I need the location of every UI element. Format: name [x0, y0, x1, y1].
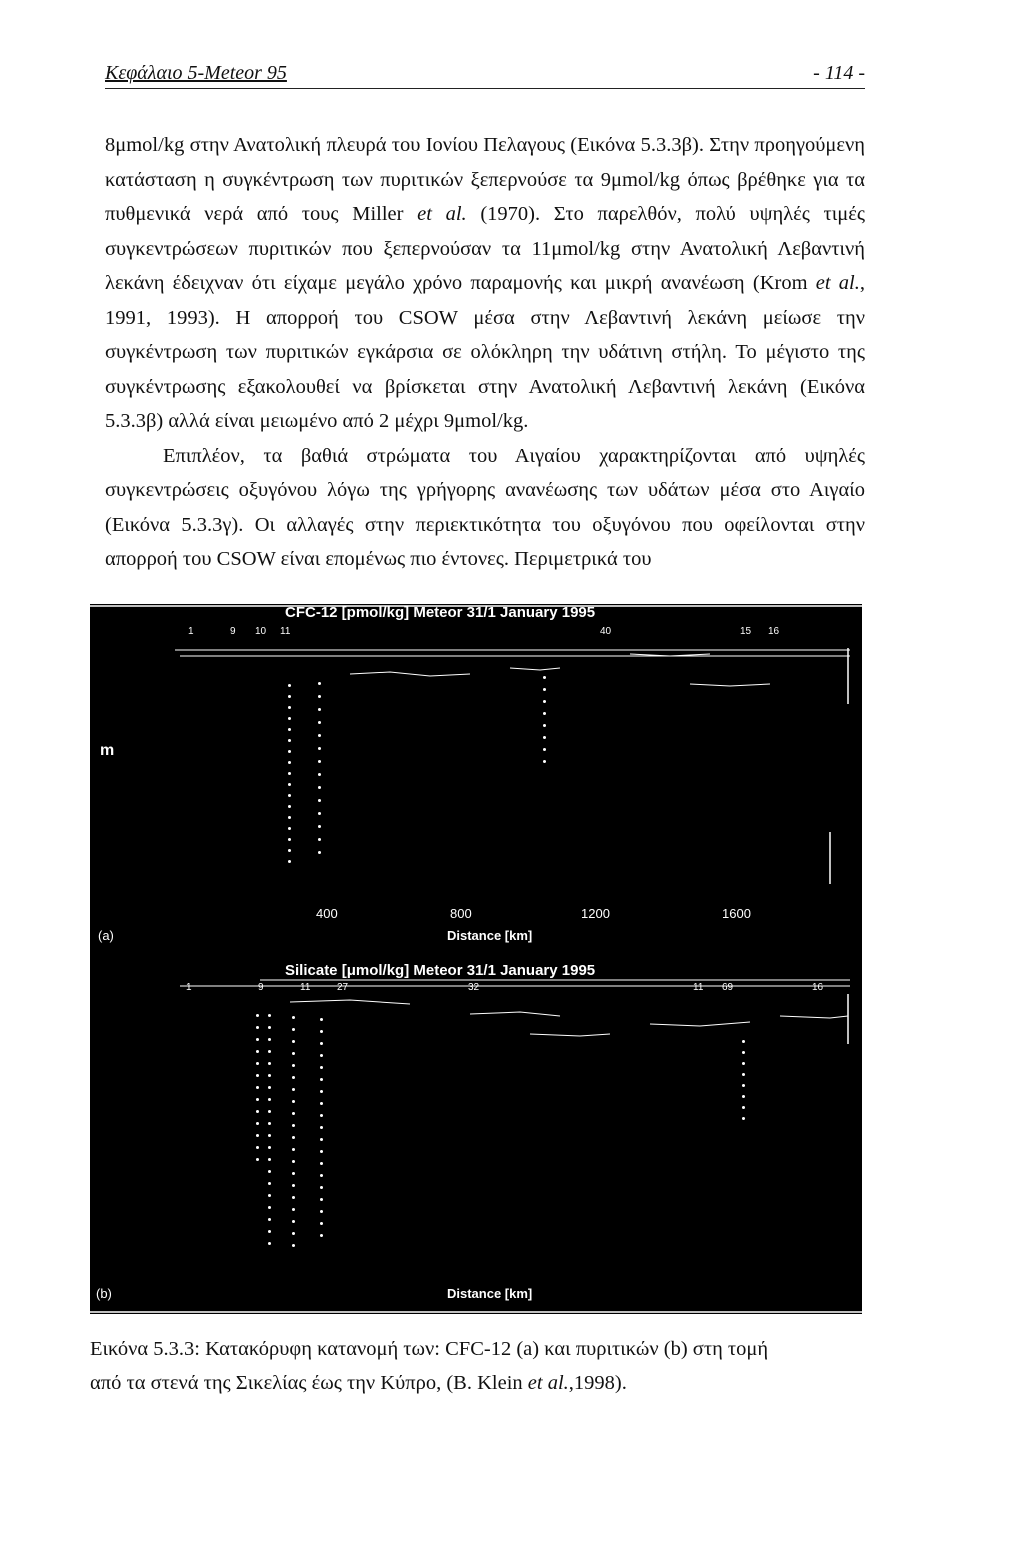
sample-dot: [318, 773, 321, 776]
sample-dot: [742, 1073, 745, 1076]
sample-dot: [320, 1114, 323, 1117]
figure-caption: [90, 1332, 865, 1400]
sample-dot: [256, 1050, 259, 1053]
sample-dot: [318, 825, 321, 828]
sample-dot: [543, 748, 546, 751]
sample-dot: [268, 1074, 271, 1077]
sample-dot: [742, 1062, 745, 1065]
sample-dot: [320, 1222, 323, 1225]
sample-dot: [256, 1074, 259, 1077]
panel-a-tag: (a): [98, 928, 114, 943]
panel-a-xtick: 1600: [722, 906, 751, 921]
sample-dot: [543, 760, 546, 763]
sample-dot: [292, 1172, 295, 1175]
sample-dot: [268, 1242, 271, 1245]
sample-dot: [292, 1160, 295, 1163]
panel-b-station: 32: [468, 982, 480, 993]
sample-dot: [318, 838, 321, 841]
sample-dot: [268, 1170, 271, 1173]
sample-dot: [292, 1064, 295, 1067]
chapter-title: Κεφάλαιο 5-Meteor 95: [105, 62, 287, 84]
sample-dot: [288, 761, 291, 764]
panel-a-station: 40: [600, 626, 612, 637]
sample-dot: [288, 838, 291, 841]
sample-dot: [292, 1076, 295, 1079]
sample-dot: [256, 1146, 259, 1149]
sample-dot: [320, 1102, 323, 1105]
sample-dot: [320, 1078, 323, 1081]
caption-line-2: από τα στενά της Σικελίας έως την Κύπρο, (B. Klein et al.,1998).: [90, 1372, 627, 1394]
sample-dot: [320, 1066, 323, 1069]
panel-b-station: 11: [300, 982, 311, 993]
page-header: [105, 62, 865, 89]
sample-dot: [288, 849, 291, 852]
sample-dot: [320, 1042, 323, 1045]
sample-dot: [288, 717, 291, 720]
sample-dot: [318, 812, 321, 815]
sample-dot: [292, 1124, 295, 1127]
sample-dot: [256, 1062, 259, 1065]
panel-b-station: 69: [722, 982, 734, 993]
sample-dot: [288, 695, 291, 698]
sample-dot: [288, 772, 291, 775]
sample-dot: [543, 724, 546, 727]
sample-dot: [318, 734, 321, 737]
sample-dot: [256, 1134, 259, 1137]
sample-dot: [268, 1122, 271, 1125]
panel-a-title: CFC-12 [pmol/kg] Meteor 31/1 January 1995: [285, 604, 596, 621]
panel-a-xtick: 800: [450, 906, 472, 921]
panel-b-title: Silicate [μmol/kg] Meteor 31/1 January 1995: [285, 962, 596, 979]
panel-b-station: 27: [337, 982, 349, 993]
sample-dot: [256, 1098, 259, 1101]
sample-dot: [292, 1244, 295, 1247]
sample-dot: [320, 1054, 323, 1057]
panel-b-tag: (b): [96, 1286, 112, 1301]
sample-dot: [543, 700, 546, 703]
panel-a-station: 9: [230, 626, 236, 637]
sample-dot: [256, 1086, 259, 1089]
sample-dot: [543, 688, 546, 691]
sample-dot: [543, 712, 546, 715]
sample-dot: [268, 1098, 271, 1101]
sample-dot: [292, 1100, 295, 1103]
sample-dot: [292, 1028, 295, 1031]
sample-dot: [288, 860, 291, 863]
sample-dot: [320, 1090, 323, 1093]
sample-dot: [320, 1198, 323, 1201]
sample-dot: [288, 684, 291, 687]
sample-dot: [320, 1126, 323, 1129]
panel-a-station: 11: [280, 626, 291, 637]
sample-dot: [268, 1218, 271, 1221]
sample-dot: [268, 1158, 271, 1161]
sample-dot: [320, 1138, 323, 1141]
body-text: [105, 128, 865, 577]
sample-dot: [320, 1234, 323, 1237]
sample-dot: [318, 721, 321, 724]
sample-dot: [268, 1062, 271, 1065]
panel-b-station: 9: [258, 982, 264, 993]
sample-dot: [320, 1018, 323, 1021]
sample-dot: [288, 794, 291, 797]
sample-dot: [543, 676, 546, 679]
sample-dot: [288, 816, 291, 819]
sample-dot: [318, 799, 321, 802]
sample-dot: [268, 1050, 271, 1053]
sample-dot: [320, 1030, 323, 1033]
sample-dot: [292, 1148, 295, 1151]
sample-dot: [320, 1174, 323, 1177]
sample-dot: [292, 1220, 295, 1223]
sample-dot: [268, 1134, 271, 1137]
sample-dot: [288, 706, 291, 709]
figure-lines: [90, 604, 862, 1314]
panel-a-station: 10: [255, 626, 267, 637]
sample-dot: [742, 1051, 745, 1054]
sample-dot: [268, 1014, 271, 1017]
sample-dot: [742, 1117, 745, 1120]
panel-b-station: 1: [186, 982, 192, 993]
sample-dot: [268, 1206, 271, 1209]
sample-dot: [318, 851, 321, 854]
sample-dot: [543, 736, 546, 739]
sample-dot: [292, 1040, 295, 1043]
panel-a-station: 15: [740, 626, 752, 637]
sample-dot: [256, 1158, 259, 1161]
sample-dot: [292, 1052, 295, 1055]
sample-dot: [292, 1112, 295, 1115]
sample-dot: [318, 760, 321, 763]
sample-dot: [292, 1208, 295, 1211]
sample-dot: [292, 1184, 295, 1187]
sample-dot: [256, 1110, 259, 1113]
sample-dot: [292, 1196, 295, 1199]
page-number: - 114 -: [813, 62, 865, 84]
sample-dot: [268, 1182, 271, 1185]
sample-dot: [268, 1230, 271, 1233]
sample-dot: [742, 1106, 745, 1109]
sample-dot: [256, 1122, 259, 1125]
sample-dot: [288, 750, 291, 753]
paragraph-1: 8μmol/kg στην Ανατολική πλευρά του Ιονίου Πελαγους (Εικόνα 5.3.3β). Στην προηγούμενη κατάσταση η συγκέντρωση των πυριτικών ξεπερνούσε τα 9μmol/kg όπως βρέθηκε για τα πυθμενικά νερά από τους Miller et al. (1970). Στο παρελθόν, πολύ υψηλές τιμές συγκεντρώσεων πυριτικών που ξεπερνούσαν τα 11μmol/kg στην Ανατολική Λεβαντινή λεκάνη έδειχναν ότι είχαμε μεγάλο χρόνο παραμονής και μικρή ανανέωση (Krom et al., 1991, 1993). Η απορροή του CSOW μέσα στην Λεβαντινή λεκάνη μείωσε την συγκέντρωση των πυριτικών εγκάρσια σε ολόκληρη την υδάτινη στήλη. Το μέγιστο της συγκέντρωσης εξακολουθεί να βρίσκεται στην Ανατολική Λεβαντινή λεκάνη (Εικόνα 5.3.3β) αλλά είναι μειωμένο από 2 μέχρι 9μmol/kg.: [105, 134, 865, 432]
sample-dot: [268, 1026, 271, 1029]
figure-5-3-3: [90, 604, 862, 1314]
sample-dot: [256, 1014, 259, 1017]
sample-dot: [292, 1136, 295, 1139]
sample-dot: [256, 1026, 259, 1029]
panel-a-station: 16: [768, 626, 780, 637]
sample-dot: [268, 1146, 271, 1149]
sample-dot: [318, 786, 321, 789]
sample-dot: [318, 682, 321, 685]
sample-dot: [318, 695, 321, 698]
panel-b-xlabel: Distance [km]: [447, 1286, 533, 1301]
sample-dot: [268, 1038, 271, 1041]
sample-dot: [320, 1186, 323, 1189]
panel-a-station: 1: [188, 626, 194, 637]
sample-dot: [256, 1038, 259, 1041]
sample-dot: [742, 1095, 745, 1098]
sample-dot: [288, 728, 291, 731]
sample-dot: [268, 1194, 271, 1197]
sample-dot: [742, 1084, 745, 1087]
sample-dot: [318, 708, 321, 711]
sample-dot: [288, 827, 291, 830]
sample-dot: [288, 805, 291, 808]
sample-dot: [292, 1016, 295, 1019]
panel-b-station: 16: [812, 982, 824, 993]
sample-dot: [268, 1110, 271, 1113]
panel-a-xtick: 1200: [581, 906, 610, 921]
sample-dot: [320, 1210, 323, 1213]
sample-dot: [268, 1086, 271, 1089]
panel-a-xlabel: Distance [km]: [447, 928, 533, 943]
paragraph-2: Επιπλέον, τα βαθιά στρώματα του Αιγαίου χαρακτηρίζονται από υψηλές συγκεντρώσεις οξυγόνου λόγω της γρήγορης ανανέωσης των υδάτων μέσα στο Αιγαίο (Εικόνα 5.3.3γ). Οι αλλαγές στην περιεκτικότητα του οξυγόνου που οφείλονται στην απορροή του CSOW είναι επομένως πιο έντονες. Περιμετρικά του: [105, 444, 865, 570]
sample-dot: [320, 1150, 323, 1153]
panel-a-ylabel: m: [100, 742, 115, 759]
sample-dot: [288, 783, 291, 786]
panel-a-xtick: 400: [316, 906, 338, 921]
caption-line-1: Εικόνα 5.3.3: Κατακόρυφη κατανομή των: CFC-12 (a) και πυριτικών (b) στη τομή: [90, 1338, 769, 1360]
sample-dot: [318, 747, 321, 750]
sample-dot: [288, 739, 291, 742]
sample-dot: [742, 1040, 745, 1043]
sample-dot: [292, 1232, 295, 1235]
sample-dot: [320, 1162, 323, 1165]
panel-b-station: 11: [693, 982, 704, 993]
sample-dot: [292, 1088, 295, 1091]
